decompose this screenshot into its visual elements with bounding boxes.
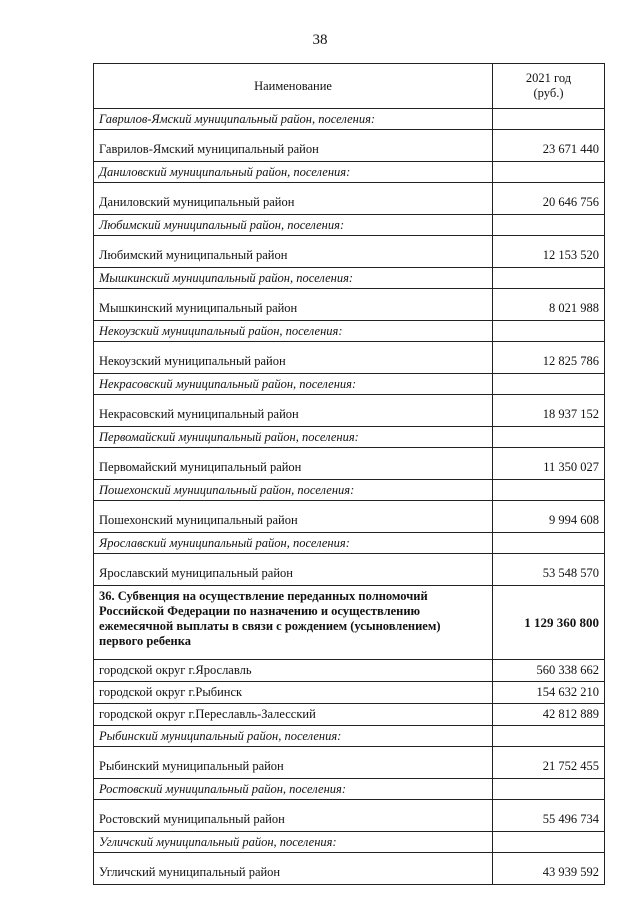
table-row (94, 800, 605, 832)
section-title-cell: Рыбинский муниципальный район, поселения: (94, 726, 493, 747)
section-header-row (94, 779, 605, 800)
table-body (94, 109, 605, 885)
name-cell: Угличский муниципальный район (94, 853, 493, 885)
table-row (94, 395, 605, 427)
section-title-cell: Гаврилов-Ямский муниципальный район, поселения: (94, 109, 493, 130)
amount-cell (493, 215, 605, 236)
section-header-row (94, 832, 605, 853)
amount-cell (493, 779, 605, 800)
table-row (94, 853, 605, 885)
table-row (94, 682, 605, 704)
name-cell: Пошехонский муниципальный район (94, 501, 493, 533)
table-row (94, 342, 605, 374)
section-header-row (94, 215, 605, 236)
section-header-row (94, 533, 605, 554)
page-number: 38 (312, 32, 328, 48)
section-header-row (94, 480, 605, 501)
amount-cell (493, 268, 605, 289)
section-header-row (94, 162, 605, 183)
table-row (94, 236, 605, 268)
subvention-row (94, 586, 605, 660)
name-cell: городской округ г.Рыбинск (94, 682, 493, 704)
column-header-unit: (руб.) (533, 86, 564, 100)
name-cell: Первомайский муниципальный район (94, 448, 493, 480)
amount-cell: 560 338 662 (493, 660, 605, 682)
section-title-cell: Пошехонский муниципальный район, поселения: (94, 480, 493, 501)
name-cell: Ярославский муниципальный район (94, 554, 493, 586)
name-cell: Ростовский муниципальный район (94, 800, 493, 832)
table-row (94, 130, 605, 162)
amount-cell (493, 321, 605, 342)
section-title-cell: Ярославский муниципальный район, поселения: (94, 533, 493, 554)
table-row (94, 289, 605, 321)
name-cell: 36. Субвенция на осуществление переданных полномочий Российской Федерации по назначению и осуществлению ежемесячной выплаты в связи с рождением (усыновлением) первого ребенка (94, 586, 493, 660)
table-row (94, 448, 605, 480)
amount-cell (493, 533, 605, 554)
table-row (94, 704, 605, 726)
table-row (94, 183, 605, 215)
section-header-row (94, 321, 605, 342)
amount-cell: 21 752 455 (493, 747, 605, 779)
amount-cell: 11 350 027 (493, 448, 605, 480)
amount-cell: 12 153 520 (493, 236, 605, 268)
amount-cell (493, 726, 605, 747)
amount-cell: 53 548 570 (493, 554, 605, 586)
table-header-row (94, 64, 605, 109)
amount-cell (493, 374, 605, 395)
section-header-row (94, 268, 605, 289)
column-header-year (493, 64, 605, 109)
section-title-cell: Любимский муниципальный район, поселения: (94, 215, 493, 236)
table-row (94, 660, 605, 682)
name-cell: Некоузский муниципальный район (94, 342, 493, 374)
name-cell: городской округ г.Ярославль (94, 660, 493, 682)
amount-cell: 43 939 592 (493, 853, 605, 885)
section-header-row (94, 726, 605, 747)
name-cell: Любимский муниципальный район (94, 236, 493, 268)
column-header-year-label: 2021 год (525, 71, 572, 85)
section-header-row (94, 374, 605, 395)
section-title-cell: Ростовский муниципальный район, поселения: (94, 779, 493, 800)
amount-cell: 23 671 440 (493, 130, 605, 162)
amount-cell: 12 825 786 (493, 342, 605, 374)
amount-cell: 8 021 988 (493, 289, 605, 321)
name-cell: городской округ г.Переславль-Залесский (94, 704, 493, 726)
section-header-row (94, 109, 605, 130)
section-title-cell: Некрасовский муниципальный район, поселения: (94, 374, 493, 395)
name-cell: Мышкинский муниципальный район (94, 289, 493, 321)
column-header-name: Наименование (94, 64, 493, 109)
amount-cell: 9 994 608 (493, 501, 605, 533)
section-title-cell: Первомайский муниципальный район, поселения: (94, 427, 493, 448)
section-header-row (94, 427, 605, 448)
amount-cell (493, 162, 605, 183)
amount-cell (493, 109, 605, 130)
amount-cell: 42 812 889 (493, 704, 605, 726)
name-cell: Гаврилов-Ямский муниципальный район (94, 130, 493, 162)
name-cell: Даниловский муниципальный район (94, 183, 493, 215)
table-row (94, 554, 605, 586)
section-title-cell: Даниловский муниципальный район, поселения: (94, 162, 493, 183)
amount-cell: 18 937 152 (493, 395, 605, 427)
section-title-cell: Угличский муниципальный район, поселения: (94, 832, 493, 853)
section-title-cell: Некоузский муниципальный район, поселения: (94, 321, 493, 342)
amount-cell (493, 480, 605, 501)
amount-cell: 1 129 360 800 (493, 586, 605, 660)
amount-cell (493, 427, 605, 448)
section-title-cell: Мышкинский муниципальный район, поселения: (94, 268, 493, 289)
table-row (94, 747, 605, 779)
amount-cell: 154 632 210 (493, 682, 605, 704)
name-cell: Рыбинский муниципальный район (94, 747, 493, 779)
name-cell: Некрасовский муниципальный район (94, 395, 493, 427)
budget-table (93, 63, 605, 885)
amount-cell: 55 496 734 (493, 800, 605, 832)
amount-cell (493, 832, 605, 853)
table-row (94, 501, 605, 533)
amount-cell: 20 646 756 (493, 183, 605, 215)
